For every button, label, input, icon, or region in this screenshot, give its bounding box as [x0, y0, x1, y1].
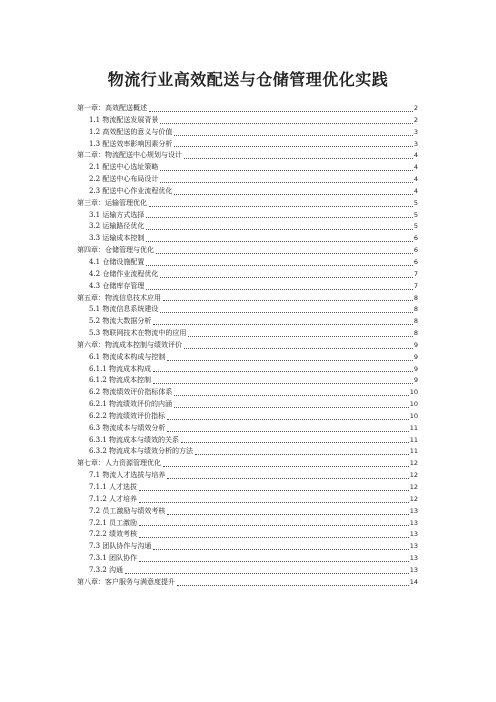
- toc-entry-label: 5.2 物流大数据分析: [89, 317, 152, 326]
- toc-entry-label: 4.1 仓储设施配置: [89, 257, 145, 266]
- toc-section-entry[interactable]: [77, 162, 418, 174]
- toc-page-number: 13: [409, 565, 418, 574]
- toc-section-entry[interactable]: [77, 470, 418, 482]
- toc-section-entry[interactable]: [77, 139, 418, 151]
- toc-entry-label: 1.3 配送效率影响因素分析: [89, 139, 173, 148]
- toc-chapter-entry[interactable]: [77, 245, 418, 257]
- toc-entry-label: 4.3 仓储库存管理: [89, 281, 145, 290]
- toc-entry-label: 7.1 物流人才选拔与培养: [89, 471, 166, 480]
- toc-section-entry[interactable]: [77, 565, 418, 577]
- toc-page-number: 6: [413, 234, 418, 243]
- toc-dot-leader: [139, 561, 409, 562]
- toc-section-entry[interactable]: [77, 210, 418, 222]
- toc-chapter-entry[interactable]: [77, 458, 418, 470]
- toc-page-number: 7: [413, 281, 418, 290]
- toc-dot-leader: [153, 324, 413, 325]
- toc-page-number: 5: [413, 210, 418, 219]
- toc-page-number: 13: [409, 506, 418, 515]
- toc-section-entry[interactable]: [77, 269, 418, 281]
- toc-section-entry[interactable]: [77, 435, 418, 447]
- toc-page-number: 12: [409, 494, 418, 503]
- toc-dot-leader: [188, 336, 413, 337]
- toc-dot-leader: [146, 241, 413, 242]
- toc-entry-label: 6.2.1 物流绩效评价的内涵: [89, 400, 173, 409]
- toc-section-entry[interactable]: [77, 494, 418, 506]
- toc-page-number: 9: [413, 376, 418, 385]
- toc-section-entry[interactable]: [77, 257, 418, 269]
- toc-entry-label: 6.3.2 物流成本与绩效分析的方法: [89, 447, 194, 456]
- toc-section-entry[interactable]: [77, 506, 418, 518]
- toc-dot-leader: [167, 419, 409, 420]
- toc-page-number: 8: [413, 317, 418, 326]
- toc-dot-leader: [167, 431, 408, 432]
- toc-entry-label: 第三章：运输管理优化: [77, 198, 147, 207]
- toc-page-number: 9: [413, 364, 418, 373]
- toc-dot-leader: [174, 135, 413, 136]
- toc-entry-label: 第一章：高效配送概述: [77, 104, 147, 112]
- toc-dot-leader: [174, 395, 408, 396]
- toc-entry-label: 3.1 运输方式选择: [89, 210, 145, 219]
- toc-page-number: 10: [409, 388, 418, 397]
- toc-entry-label: 7.3.2 沟通: [89, 565, 124, 574]
- toc-section-entry[interactable]: [77, 423, 418, 435]
- toc-entry-label: 6.2 物流绩效评价指标体系: [89, 388, 173, 397]
- toc-page-number: 7: [413, 269, 418, 278]
- toc-page-number: 13: [409, 554, 418, 563]
- toc-page-number: 4: [413, 175, 418, 184]
- toc-page-number: 4: [413, 151, 418, 160]
- toc-dot-leader: [174, 146, 413, 147]
- toc-dot-leader: [139, 502, 409, 503]
- toc-page-number: 13: [409, 530, 418, 539]
- toc-section-entry[interactable]: [77, 304, 418, 316]
- toc-chapter-entry[interactable]: [77, 103, 418, 115]
- toc-dot-leader: [153, 383, 413, 384]
- toc-dot-leader: [163, 466, 409, 467]
- toc-entry-label: 第六章：物流成本控制与绩效评价: [77, 340, 182, 349]
- toc-dot-leader: [160, 312, 413, 313]
- toc-section-entry[interactable]: [77, 529, 418, 541]
- toc-dot-leader: [156, 253, 413, 254]
- toc-section-entry[interactable]: [77, 233, 418, 245]
- toc-entry-label: 2.2 配送中心布局设计: [89, 175, 159, 184]
- document-title: 物流行业高效配送与仓储管理优化实践: [107, 70, 389, 89]
- toc-page-number: 6: [413, 246, 418, 255]
- toc-section-entry[interactable]: [77, 316, 418, 328]
- toc-dot-leader: [146, 229, 413, 230]
- toc-chapter-entry[interactable]: [77, 198, 418, 210]
- toc-dot-leader: [167, 360, 413, 361]
- toc-entry-label: 7.2.2 绩效考核: [89, 530, 138, 539]
- toc-dot-leader: [174, 407, 409, 408]
- toc-dot-leader: [149, 206, 413, 207]
- toc-dot-leader: [146, 289, 413, 290]
- toc-entry-label: 7.3.1 团队协作: [89, 554, 138, 563]
- toc-dot-leader: [160, 170, 413, 171]
- toc-dot-leader: [160, 182, 413, 183]
- toc-entry-label: 7.1.2 人才培养: [89, 494, 138, 503]
- toc-entry-label: 第八章：客户服务与满意度提升: [77, 577, 175, 586]
- toc-page-number: 4: [413, 186, 418, 195]
- toc-dot-leader: [177, 585, 409, 586]
- toc-dot-leader: [167, 478, 408, 479]
- toc-entry-label: 5.3 物联网技术在物流中的应用: [89, 329, 187, 338]
- toc-page-number: 8: [413, 305, 418, 314]
- toc-entry-label: 7.2 员工激励与绩效考核: [89, 506, 166, 515]
- toc-chapter-entry[interactable]: [77, 340, 418, 352]
- toc-page-number: 5: [413, 222, 418, 231]
- toc-entry-label: 6.1.2 物流成本控制: [89, 376, 152, 385]
- toc-page-number: 10: [409, 411, 418, 420]
- toc-page-number: 13: [409, 518, 418, 527]
- toc-entry-label: 第二章：物流配送中心规划与设计: [77, 151, 182, 160]
- toc-page-number: 13: [409, 542, 418, 551]
- toc-dot-leader: [153, 549, 408, 550]
- toc-chapter-entry[interactable]: [77, 293, 418, 305]
- toc-section-entry[interactable]: [77, 411, 418, 423]
- table-of-contents: [77, 103, 418, 589]
- toc-entry-label: 第七章：人力资源管理优化: [77, 459, 161, 468]
- toc-entry-label: 4.2 仓储作业流程优化: [89, 269, 159, 278]
- toc-entry-label: 3.3 运输成本控制: [89, 234, 145, 243]
- toc-dot-leader: [139, 525, 409, 526]
- toc-section-entry[interactable]: [77, 328, 418, 340]
- toc-entry-label: 6.1 物流成本构成与控制: [89, 352, 166, 361]
- toc-section-entry[interactable]: [77, 541, 418, 553]
- toc-page-number: 6: [413, 257, 418, 266]
- toc-entry-label: 7.3 团队协作与沟通: [89, 542, 152, 551]
- toc-dot-leader: [160, 123, 413, 124]
- toc-section-entry[interactable]: [77, 518, 418, 530]
- toc-page-number: 12: [409, 459, 418, 468]
- toc-dot-leader: [139, 490, 409, 491]
- toc-page-number: 3: [413, 127, 418, 136]
- toc-dot-leader: [184, 348, 413, 349]
- toc-section-entry[interactable]: [77, 352, 418, 364]
- toc-page-number: 8: [413, 293, 418, 302]
- toc-section-entry[interactable]: [77, 375, 418, 387]
- toc-section-entry[interactable]: [77, 281, 418, 293]
- toc-entry-label: 1.1 物流配送发展背景: [89, 115, 159, 124]
- toc-section-entry[interactable]: [77, 115, 418, 127]
- toc-page-number: 8: [413, 329, 418, 338]
- toc-page-number: 2: [413, 104, 418, 112]
- toc-dot-leader: [125, 573, 409, 574]
- toc-dot-leader: [146, 265, 413, 266]
- toc-section-entry[interactable]: [77, 186, 418, 198]
- toc-section-entry[interactable]: [77, 446, 418, 458]
- toc-section-entry[interactable]: [77, 221, 418, 233]
- toc-section-entry[interactable]: [77, 482, 418, 494]
- toc-dot-leader: [149, 111, 413, 112]
- toc-entry-label: 7.1.1 人才选拔: [89, 483, 138, 491]
- toc-entry-label: 1.2 高效配送的意义与价值: [89, 127, 173, 136]
- toc-entry-label: 3.2 运输路径优化: [89, 222, 145, 231]
- toc-section-entry[interactable]: [77, 399, 418, 411]
- toc-page-number: 12: [409, 471, 418, 480]
- toc-dot-leader: [163, 300, 413, 301]
- toc-page-number: 12: [409, 483, 418, 491]
- toc-page-number: 9: [413, 340, 418, 349]
- toc-dot-leader: [160, 277, 413, 278]
- toc-page-number: 2: [413, 115, 418, 124]
- toc-dot-leader: [184, 158, 413, 159]
- toc-entry-label: 2.1 配送中心选址策略: [89, 163, 159, 172]
- toc-entry-label: 6.2.2 物流绩效评价指标: [89, 411, 166, 420]
- toc-entry-label: 6.3.1 物流成本与绩效的关系: [89, 435, 180, 444]
- toc-entry-label: 2.3 配送中心作业流程优化: [89, 186, 173, 195]
- toc-section-entry[interactable]: [77, 127, 418, 139]
- toc-dot-leader: [153, 371, 413, 372]
- toc-page-number: 3: [413, 139, 418, 148]
- toc-page-number: 14: [409, 577, 418, 586]
- toc-page-number: 11: [409, 435, 418, 444]
- toc-dot-leader: [167, 514, 408, 515]
- toc-dot-leader: [195, 454, 409, 455]
- toc-entry-label: 第五章：物流信息技术应用: [77, 293, 161, 302]
- toc-dot-leader: [146, 217, 413, 218]
- toc-dot-leader: [174, 194, 413, 195]
- toc-chapter-entry[interactable]: [77, 577, 418, 589]
- toc-entry-label: 6.1.1 物流成本构成: [89, 364, 152, 373]
- toc-section-entry[interactable]: [77, 387, 418, 399]
- toc-entry-label: 5.1 物流信息系统建设: [89, 305, 159, 314]
- toc-chapter-entry[interactable]: [77, 150, 418, 162]
- toc-page-number: 11: [409, 447, 418, 456]
- toc-page-number: 4: [413, 163, 418, 172]
- toc-page-number: 9: [413, 352, 418, 361]
- toc-section-entry[interactable]: [77, 174, 418, 186]
- toc-page-number: 10: [409, 400, 418, 409]
- toc-entry-label: 6.3 物流成本与绩效分析: [89, 423, 166, 432]
- toc-section-entry[interactable]: [77, 364, 418, 376]
- toc-entry-label: 7.2.1 员工激励: [89, 518, 138, 527]
- toc-entry-label: 第四章：仓储管理与优化: [77, 246, 154, 255]
- toc-dot-leader: [139, 537, 409, 538]
- toc-page-number: 11: [409, 423, 418, 432]
- toc-page-number: 5: [413, 198, 418, 207]
- toc-dot-leader: [181, 442, 409, 443]
- toc-section-entry[interactable]: [77, 553, 418, 565]
